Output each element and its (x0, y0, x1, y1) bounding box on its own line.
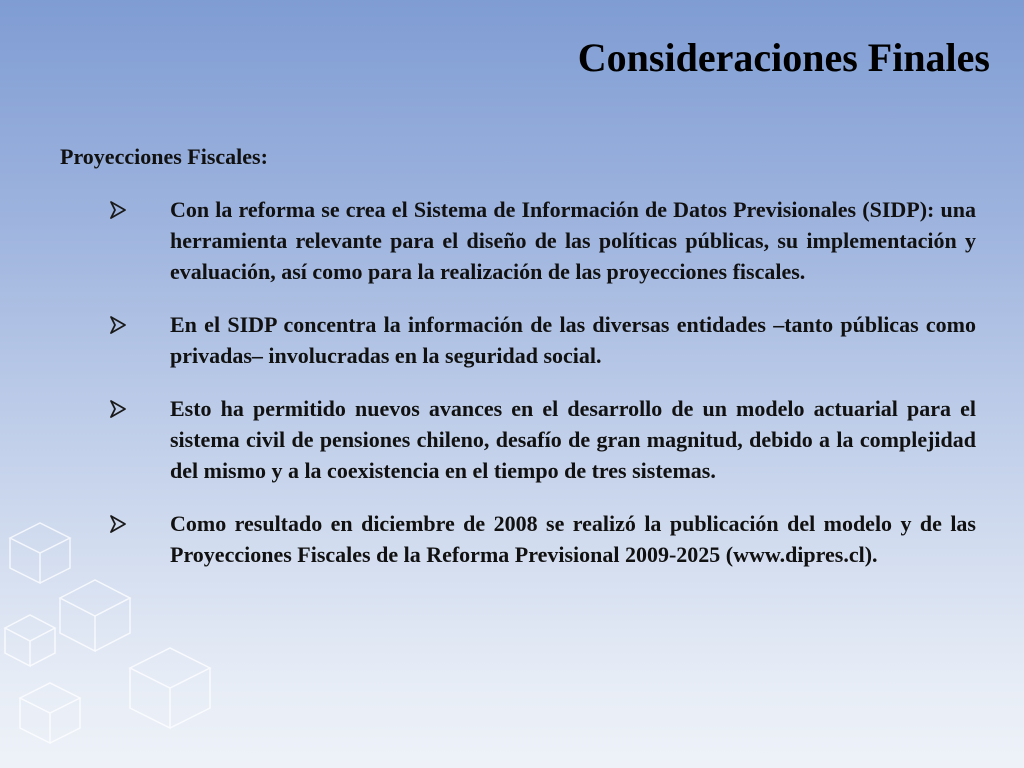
arrow-bullet-icon (108, 200, 128, 220)
bullet-text: Con la reforma se crea el Sistema de Información de Datos Previsionales (SIDP): una herramienta relevante para el diseño de las políticas públicas, su implementación y evaluación, así como para la realización de las proyecciones fiscales. (170, 197, 976, 284)
bullet-item (108, 194, 976, 287)
arrow-bullet-icon (108, 514, 128, 534)
arrow-bullet-icon (108, 399, 128, 419)
section-heading: Proyecciones Fiscales: (60, 144, 268, 169)
slide-title: Consideraciones Finales (577, 35, 990, 80)
bullet-text: Esto ha permitido nuevos avances en el desarrollo de un modelo actuarial para el sistema civil de pensiones chileno, desafío de gran magnitud, debido a la complejidad del mismo y a la coexistencia en el tiempo de tres sistemas. (170, 396, 976, 483)
bullet-text: En el SIDP concentra la información de las diversas entidades –tanto públicas como privadas– involucradas en la seguridad social. (170, 312, 976, 368)
bullet-list (108, 194, 976, 592)
bullet-item (108, 309, 976, 371)
bullet-item (108, 508, 976, 570)
arrow-bullet-icon (108, 315, 128, 335)
bullet-item (108, 393, 976, 486)
bullet-text: Como resultado en diciembre de 2008 se realizó la publicación del modelo y de las Proyecciones Fiscales de la Reforma Previsional 2009-2025 (www.dipres.cl). (170, 511, 976, 567)
